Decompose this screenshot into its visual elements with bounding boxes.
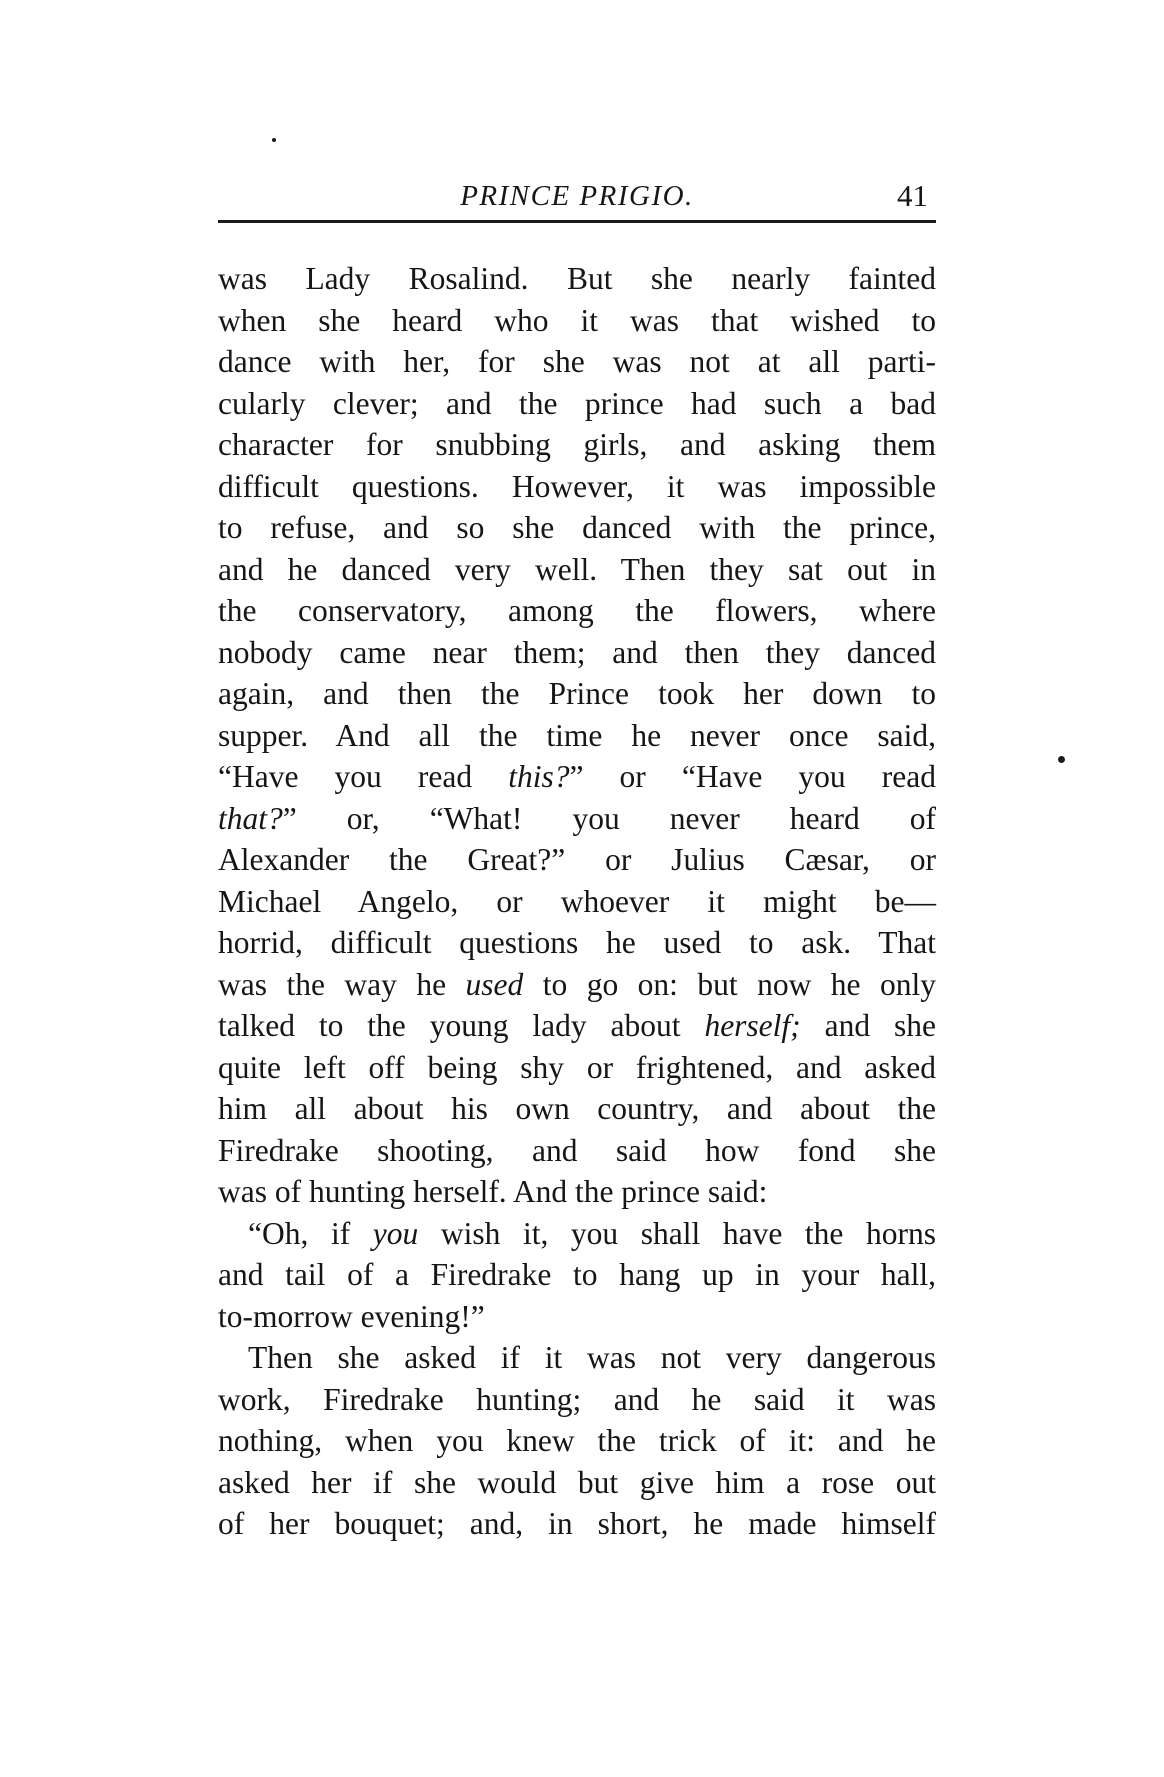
text-line: dance with her, for she was not at all parti- [218,344,936,379]
header-rule [218,220,936,223]
text-line: him all about his own country, and about the [218,1091,936,1126]
text-line: that?” or, “What! you never heard of [218,800,936,836]
text-line: was of hunting herself. And the prince said: [218,1174,768,1209]
text-line: difficult questions. However, it was impossible [218,468,936,504]
text-line: supper. And all the time he never once said, [218,717,936,753]
text-line: to-morrow evening!” [218,1298,485,1334]
page-header [218,174,936,218]
text-line: the conservatory, among the flowers, where [218,593,936,628]
text-line: again, and then the Prince took her down to [218,676,936,711]
text-line: cularly clever; and the prince had such a bad [218,385,936,421]
text-line: and tail of a Firedrake to hang up in your hall, [218,1257,936,1292]
text-line: Michael Angelo, or whoever it might be— [218,883,936,919]
running-title: PRINCE PRIGIO. [460,180,694,212]
text-line: when she heard who it was that wished to [218,302,936,338]
text-line: nothing, when you knew the trick of it: and he [218,1423,936,1458]
text-line: quite left off being shy or frightened, and asked [218,1049,936,1085]
text-line: Then she asked if it was not very dangerous [248,1340,936,1375]
text-line: was Lady Rosalind. But she nearly fainted [218,261,936,296]
text-line: was the way he used to go on: but now he only [218,966,936,1002]
text-line: talked to the young lady about herself; and she [218,1008,936,1043]
print-speck [272,138,276,142]
text-line: horrid, difficult questions he used to ask. That [218,925,936,960]
text-line: Alexander the Great?” or Julius Cæsar, or [218,842,936,877]
page-number: 41 [897,178,928,213]
text-line: “Oh, if you wish it, you shall have the horns [248,1215,936,1251]
text-line: work, Firedrake hunting; and he said it was [218,1381,936,1417]
text-line: to refuse, and so she danced with the prince, [218,510,936,545]
text-line: and he danced very well. Then they sat out in [218,551,936,587]
text-line: nobody came near them; and then they danced [218,634,936,670]
text-line: asked her if she would but give him a rose out [218,1464,936,1500]
body-text [218,258,936,1545]
print-speck [1058,756,1065,763]
text-line: “Have you read this?” or “Have you read [218,759,936,794]
text-line: of her bouquet; and, in short, he made himself [218,1506,936,1541]
text-line: Firedrake shooting, and said how fond she [218,1132,936,1168]
text-line: character for snubbing girls, and asking them [218,427,936,462]
